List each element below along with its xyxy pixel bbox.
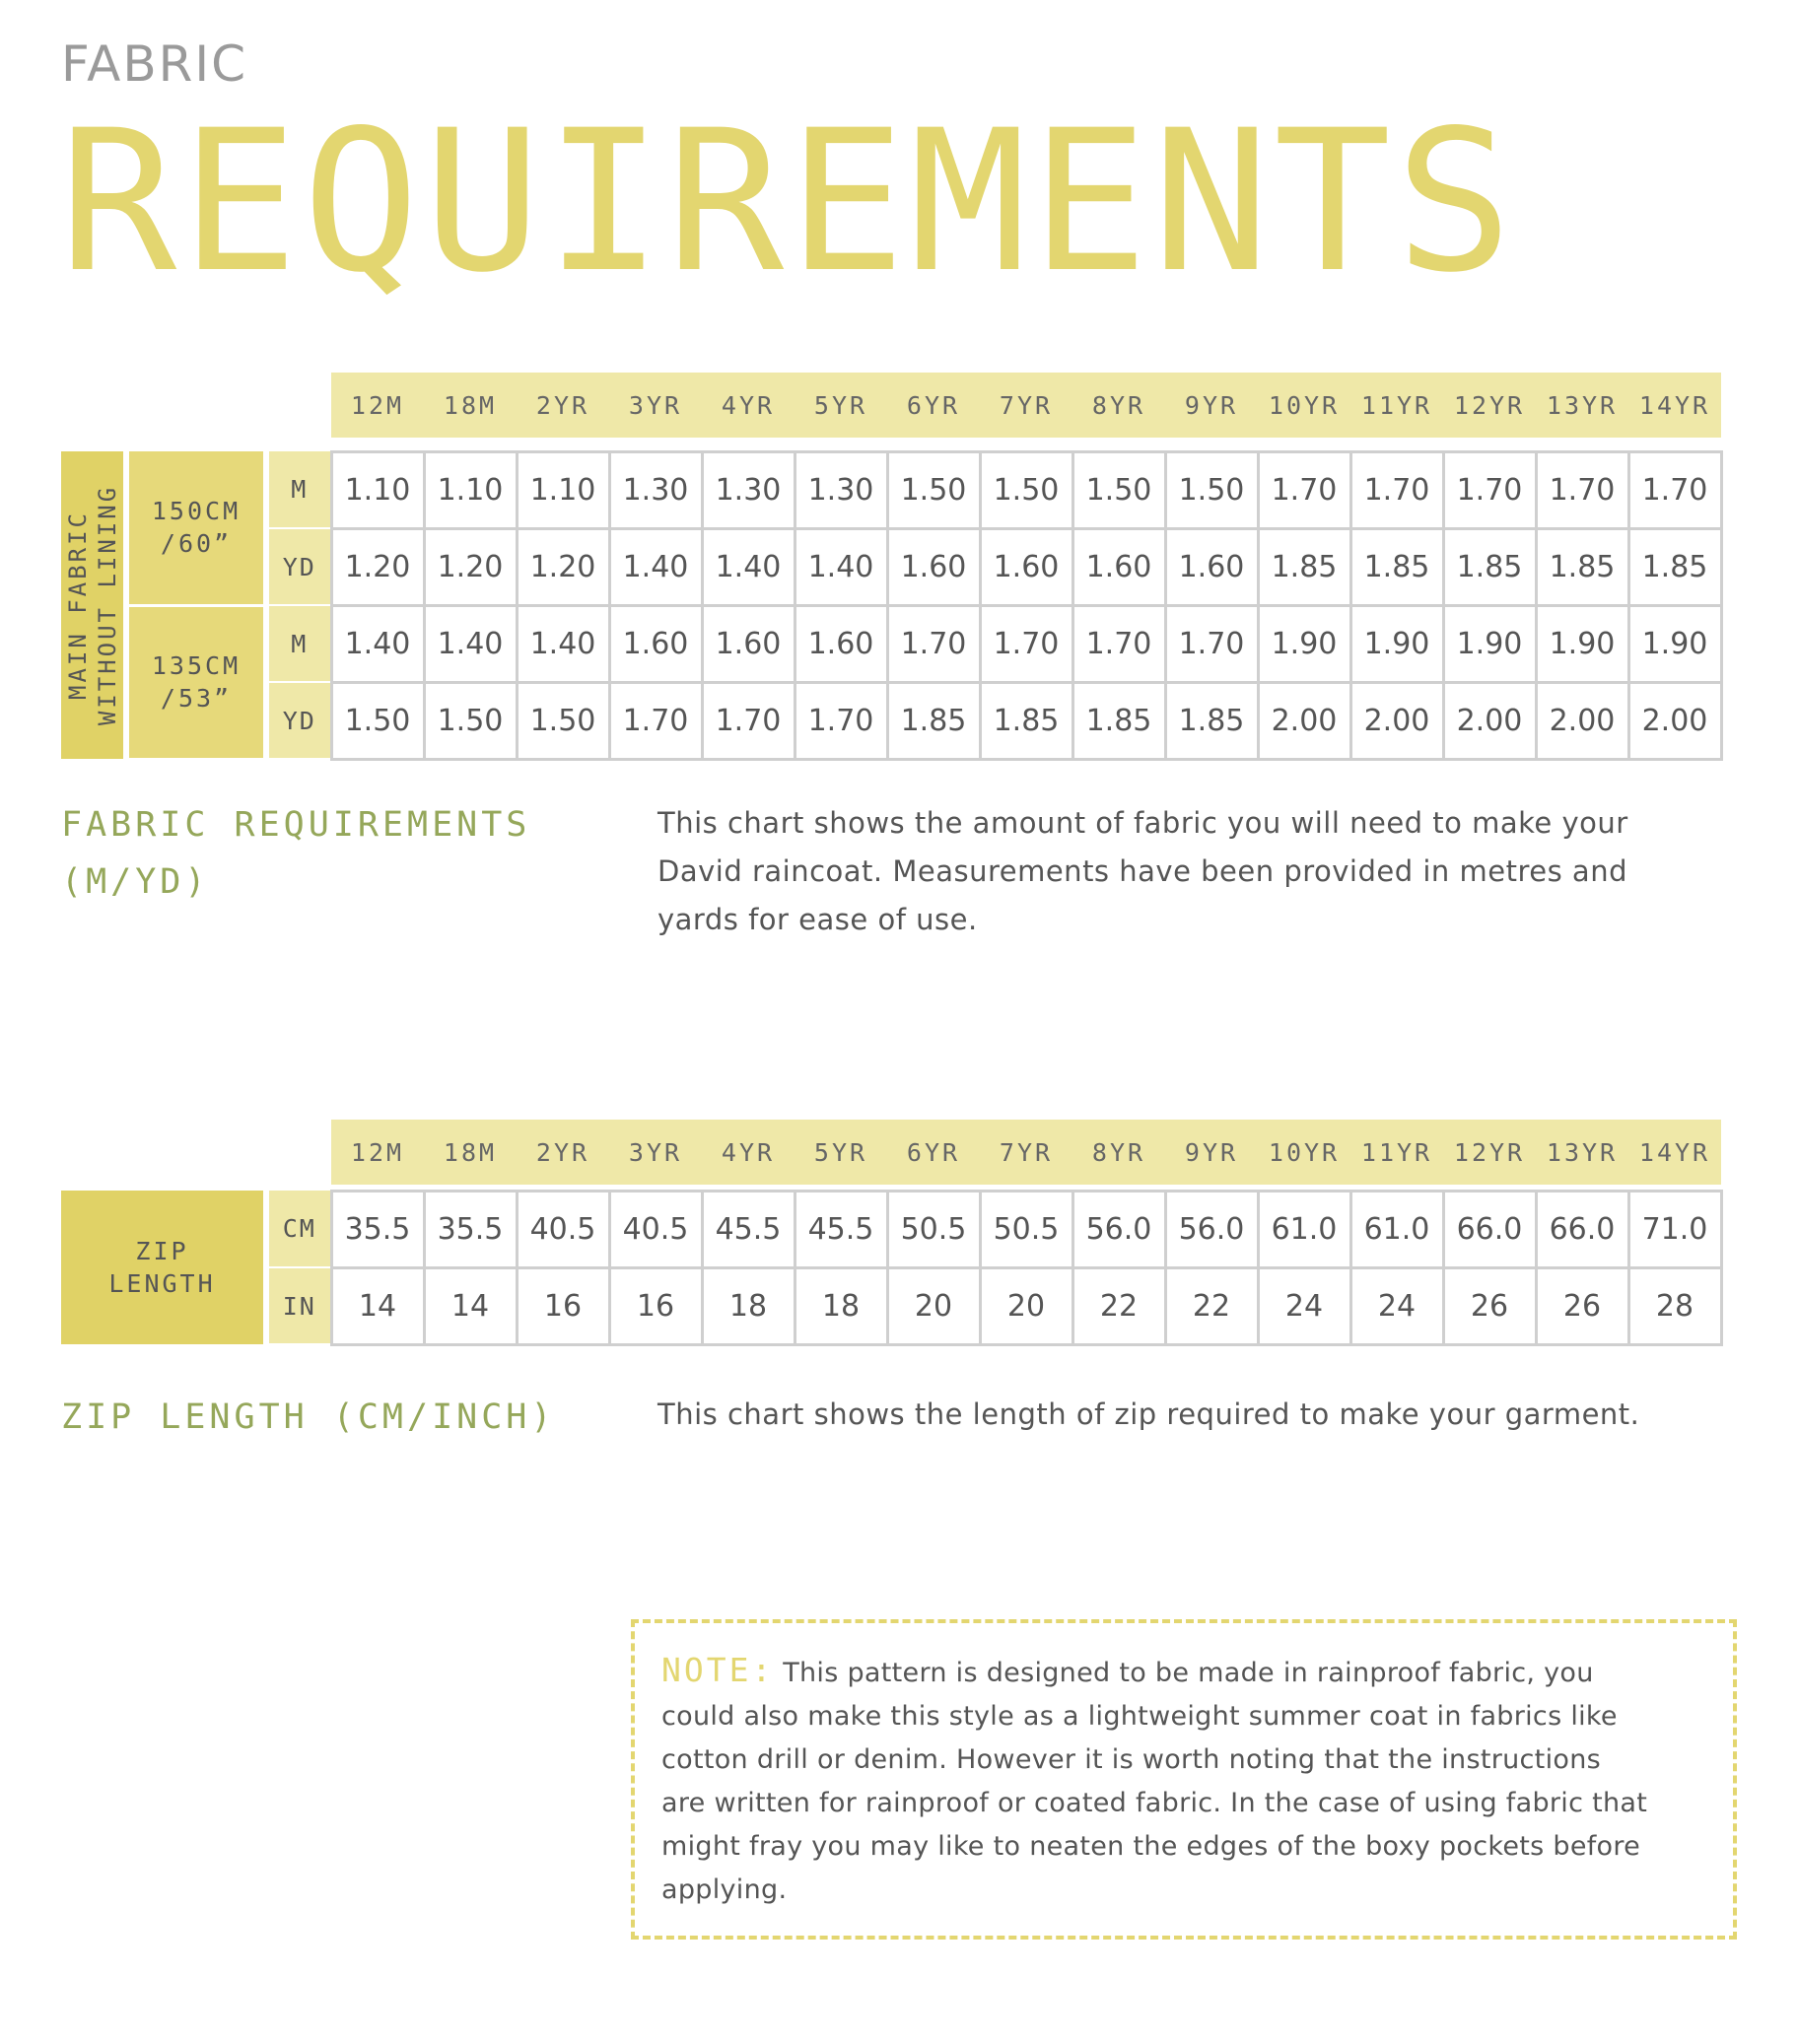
table-cell: 1.40 <box>424 605 517 682</box>
table-cell: 61.0 <box>1258 1191 1350 1267</box>
table-cell: 61.0 <box>1350 1191 1443 1267</box>
zip-label-line: ZIP <box>135 1237 189 1265</box>
table-cell: 50.5 <box>980 1191 1072 1267</box>
table-cell: 24 <box>1258 1267 1350 1344</box>
column-header: 10YR <box>1258 1120 1350 1185</box>
table-cell: 1.20 <box>424 528 517 605</box>
table-cell: 1.70 <box>702 682 795 759</box>
table-cell: 1.60 <box>980 528 1072 605</box>
table-cell: 1.70 <box>1628 451 1721 528</box>
table-cell: 1.85 <box>1072 682 1165 759</box>
column-header: 14YR <box>1628 1120 1721 1185</box>
note-label: NOTE: <box>661 1651 775 1689</box>
table-cell: 66.0 <box>1536 1191 1628 1267</box>
table-cell: 1.70 <box>795 682 887 759</box>
note-text-line: are written for rainproof or coated fabric. In the case of using fabric that <box>661 1788 1648 1818</box>
fabric-section-description <box>657 799 1628 944</box>
main-fabric-group-label <box>61 451 126 759</box>
fabric-requirements-table <box>61 373 1723 761</box>
zip-section-description: This chart shows the length of zip required to make your garment. <box>657 1397 1640 1431</box>
column-header: 2YR <box>517 373 609 438</box>
column-header: 9YR <box>1165 373 1258 438</box>
column-header: 7YR <box>980 1120 1072 1185</box>
column-header: 4YR <box>702 373 795 438</box>
column-header: 12YR <box>1443 373 1536 438</box>
note-text-line: could also make this style as a lightweight summer coat in fabrics like <box>661 1701 1618 1732</box>
table-cell: 14 <box>331 1267 424 1344</box>
column-header: 12YR <box>1443 1120 1536 1185</box>
table-cell: 22 <box>1165 1267 1258 1344</box>
table-cell: 1.60 <box>1072 528 1165 605</box>
note-text-line: cotton drill or denim. However it is worth noting that the instructions <box>661 1744 1601 1775</box>
table-cell: 56.0 <box>1072 1191 1165 1267</box>
corner-spacer <box>61 373 331 438</box>
row-spacer <box>61 438 1721 451</box>
table-cell: 1.70 <box>887 605 980 682</box>
table-cell: 2.00 <box>1350 682 1443 759</box>
column-header: 13YR <box>1536 373 1628 438</box>
table-cell: 1.40 <box>795 528 887 605</box>
table-cell: 1.50 <box>980 451 1072 528</box>
table-cell: 20 <box>887 1267 980 1344</box>
zip-section-title: ZIP LENGTH (CM/INCH) <box>61 1397 556 1437</box>
description-line: This chart shows the amount of fabric you will need to make your <box>657 806 1628 840</box>
column-header: 13YR <box>1536 1120 1628 1185</box>
table-cell: 1.20 <box>517 528 609 605</box>
column-header: 18M <box>424 1120 517 1185</box>
table-cell: 28 <box>1628 1267 1721 1344</box>
table-cell: 18 <box>702 1267 795 1344</box>
column-header: 12M <box>331 373 424 438</box>
group-label-line: MAIN FABRIC <box>63 511 92 700</box>
table-cell: 1.70 <box>1165 605 1258 682</box>
table-cell: 40.5 <box>609 1191 702 1267</box>
note-box <box>631 1619 1737 1940</box>
fabric-width-in: /60” <box>160 529 233 559</box>
table-cell: 1.60 <box>887 528 980 605</box>
table-cell: 1.85 <box>1443 528 1536 605</box>
column-header: 14YR <box>1628 373 1721 438</box>
table-cell: 1.70 <box>609 682 702 759</box>
unit-label: M <box>266 605 331 682</box>
corner-spacer <box>61 1120 331 1185</box>
table-cell: 1.85 <box>887 682 980 759</box>
table-cell: 1.85 <box>1536 528 1628 605</box>
table-cell: 45.5 <box>795 1191 887 1267</box>
column-header: 6YR <box>887 1120 980 1185</box>
table-cell: 35.5 <box>331 1191 424 1267</box>
table-cell: 2.00 <box>1258 682 1350 759</box>
unit-label: CM <box>266 1191 331 1267</box>
fabric-width-label <box>126 605 266 759</box>
table-cell: 1.90 <box>1443 605 1536 682</box>
table-cell: 1.50 <box>887 451 980 528</box>
table-cell: 2.00 <box>1443 682 1536 759</box>
note-text-line: applying. <box>661 1874 788 1905</box>
table-cell: 14 <box>424 1267 517 1344</box>
table-cell: 1.10 <box>424 451 517 528</box>
table-cell: 40.5 <box>517 1191 609 1267</box>
table-cell: 16 <box>609 1267 702 1344</box>
table-cell: 1.70 <box>1258 451 1350 528</box>
description-line: yards for ease of use. <box>657 903 978 936</box>
table-cell: 24 <box>1350 1267 1443 1344</box>
column-header: 11YR <box>1350 373 1443 438</box>
table-cell: 1.70 <box>1072 605 1165 682</box>
table-cell: 1.85 <box>1165 682 1258 759</box>
group-label-line: WITHOUT LINING <box>93 484 121 726</box>
table-cell: 1.40 <box>331 605 424 682</box>
table-cell: 1.50 <box>424 682 517 759</box>
table-cell: 1.90 <box>1258 605 1350 682</box>
fabric-width-cm: 150CM <box>151 497 242 526</box>
table-cell: 1.50 <box>1165 451 1258 528</box>
zip-length-table <box>61 1120 1723 1346</box>
table-cell: 56.0 <box>1165 1191 1258 1267</box>
table-cell: 2.00 <box>1628 682 1721 759</box>
table-cell: 1.60 <box>795 605 887 682</box>
table-cell: 1.90 <box>1628 605 1721 682</box>
table-cell: 1.70 <box>980 605 1072 682</box>
table-cell: 1.50 <box>1072 451 1165 528</box>
table-cell: 1.85 <box>980 682 1072 759</box>
table-cell: 1.85 <box>1350 528 1443 605</box>
table-cell: 1.70 <box>1350 451 1443 528</box>
table-cell: 1.10 <box>517 451 609 528</box>
table-cell: 1.70 <box>1443 451 1536 528</box>
table-cell: 26 <box>1536 1267 1628 1344</box>
fabric-width-cm: 135CM <box>151 651 242 680</box>
column-header: 8YR <box>1072 373 1165 438</box>
table-cell: 1.50 <box>331 682 424 759</box>
table-cell: 1.40 <box>609 528 702 605</box>
description-line: David raincoat. Measurements have been provided in metres and <box>657 854 1627 888</box>
table-cell: 1.30 <box>702 451 795 528</box>
table-cell: 1.10 <box>331 451 424 528</box>
column-header: 6YR <box>887 373 980 438</box>
table-cell: 20 <box>980 1267 1072 1344</box>
unit-label: M <box>266 451 331 528</box>
zip-length-label <box>61 1191 266 1344</box>
note-text-line: might fray you may like to neaten the edges of the boxy pockets before <box>661 1831 1641 1862</box>
note-text-line: This pattern is designed to be made in rainproof fabric, you <box>774 1658 1594 1688</box>
unit-label: IN <box>266 1267 331 1344</box>
table-cell: 1.70 <box>1536 451 1628 528</box>
column-header: 8YR <box>1072 1120 1165 1185</box>
table-cell: 1.30 <box>609 451 702 528</box>
page-title: REQUIREMENTS <box>59 88 1517 315</box>
column-header: 9YR <box>1165 1120 1258 1185</box>
column-header: 5YR <box>795 1120 887 1185</box>
column-header: 10YR <box>1258 373 1350 438</box>
fabric-section-title-line: FABRIC REQUIREMENTS <box>61 805 531 845</box>
table-cell: 1.40 <box>517 605 609 682</box>
table-cell: 45.5 <box>702 1191 795 1267</box>
column-header: 3YR <box>609 373 702 438</box>
column-header: 3YR <box>609 1120 702 1185</box>
column-header: 7YR <box>980 373 1072 438</box>
table-cell: 1.20 <box>331 528 424 605</box>
table-cell: 22 <box>1072 1267 1165 1344</box>
column-header: 12M <box>331 1120 424 1185</box>
table-cell: 18 <box>795 1267 887 1344</box>
table-cell: 1.30 <box>795 451 887 528</box>
fabric-section-title-line: (M/YD) <box>61 862 210 902</box>
table-cell: 26 <box>1443 1267 1536 1344</box>
table-cell: 1.90 <box>1536 605 1628 682</box>
table-cell: 1.85 <box>1258 528 1350 605</box>
fabric-width-in: /53” <box>160 684 233 713</box>
table-cell: 35.5 <box>424 1191 517 1267</box>
table-cell: 1.60 <box>1165 528 1258 605</box>
table-cell: 1.60 <box>609 605 702 682</box>
column-header: 11YR <box>1350 1120 1443 1185</box>
column-header: 2YR <box>517 1120 609 1185</box>
table-cell: 1.60 <box>702 605 795 682</box>
table-cell: 1.85 <box>1628 528 1721 605</box>
column-header: 4YR <box>702 1120 795 1185</box>
unit-label: YD <box>266 682 331 759</box>
table-cell: 16 <box>517 1267 609 1344</box>
column-header: 5YR <box>795 373 887 438</box>
table-cell: 71.0 <box>1628 1191 1721 1267</box>
table-cell: 1.40 <box>702 528 795 605</box>
fabric-width-label <box>126 451 266 605</box>
zip-label-line: LENGTH <box>108 1269 216 1298</box>
page-eyebrow: FABRIC <box>61 35 248 93</box>
table-cell: 2.00 <box>1536 682 1628 759</box>
table-cell: 1.90 <box>1350 605 1443 682</box>
table-cell: 1.50 <box>517 682 609 759</box>
unit-label: YD <box>266 528 331 605</box>
column-header: 18M <box>424 373 517 438</box>
table-cell: 66.0 <box>1443 1191 1536 1267</box>
fabric-section-title <box>61 796 530 911</box>
table-cell: 50.5 <box>887 1191 980 1267</box>
